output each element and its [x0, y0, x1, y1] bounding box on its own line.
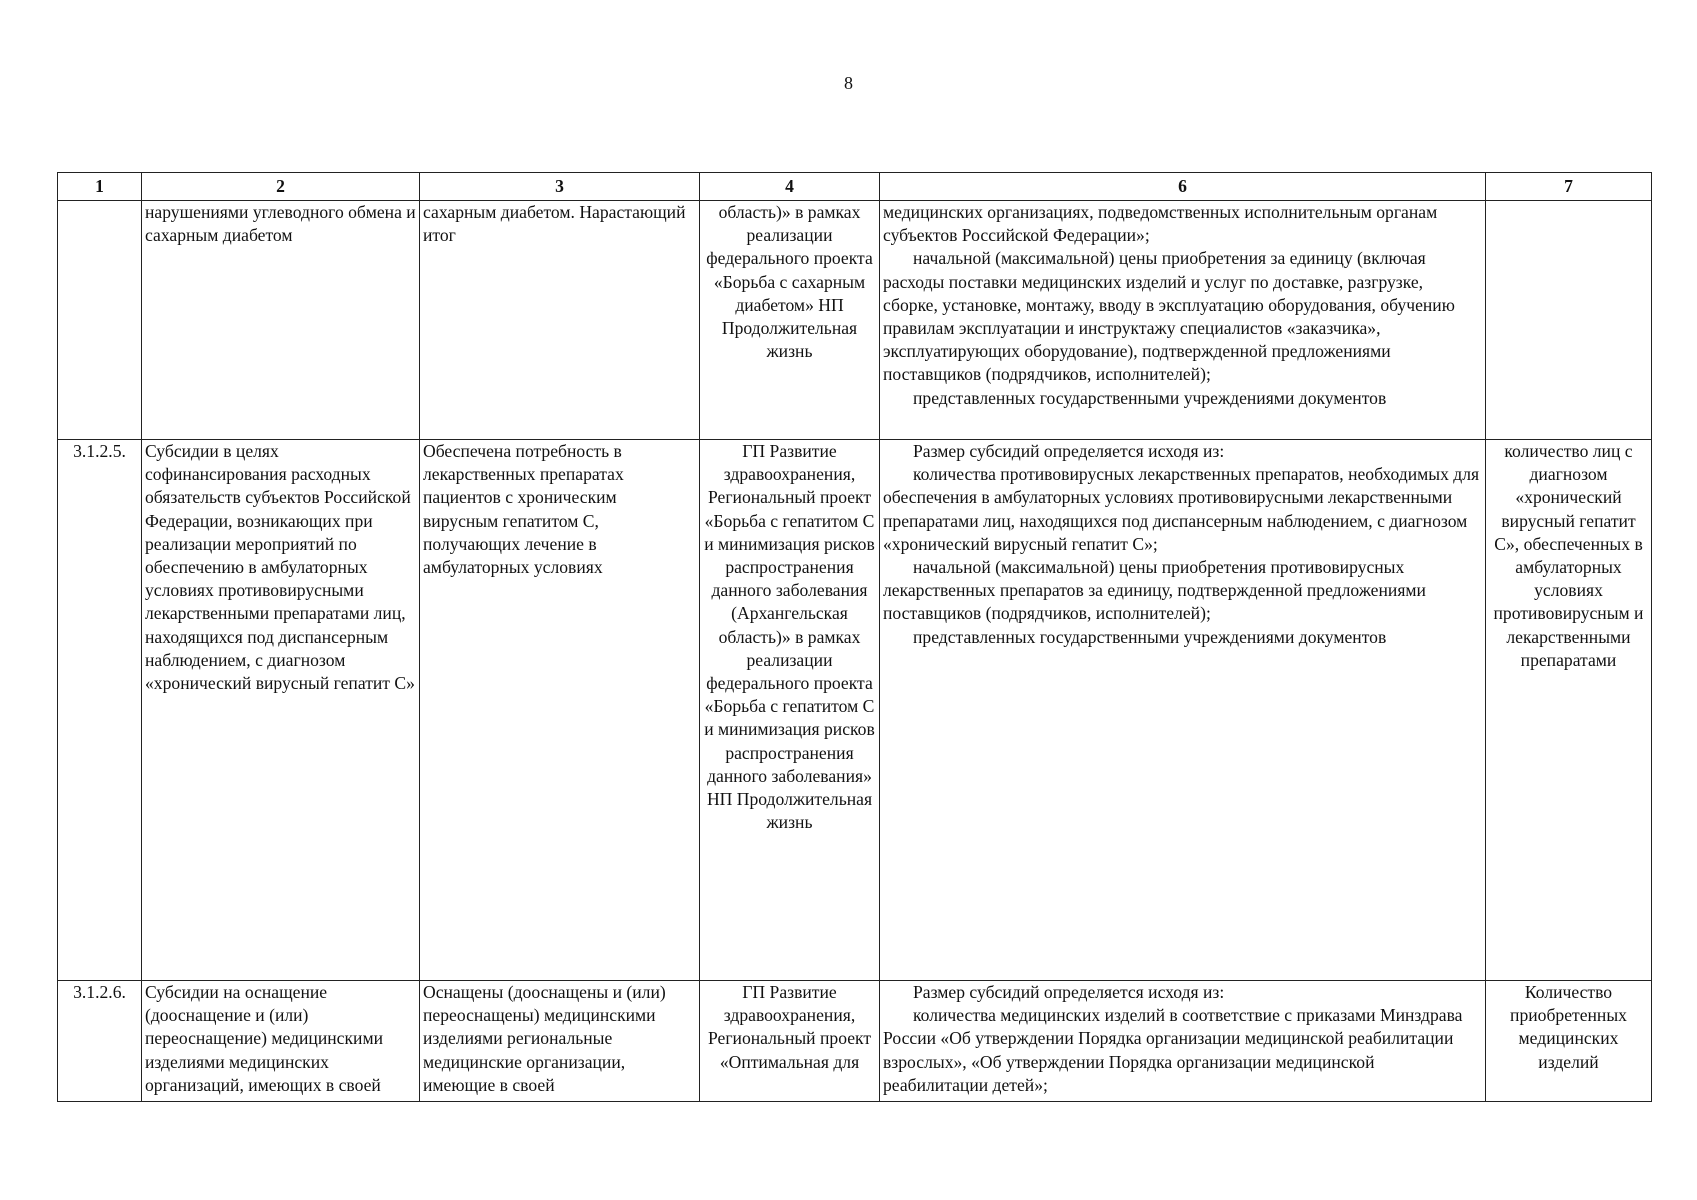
calculation-paragraph: представленных государственными учреждениями документов — [913, 387, 1387, 408]
column-header: 6 — [880, 173, 1486, 201]
indicator-cell: количество лиц с диагнозом «хронический вирусный гепатит С», обеспеченных в амбулаторных условиях противовирусным и лекарственными препаратами — [1486, 440, 1652, 981]
row-number-cell: 3.1.2.6. — [58, 981, 142, 1102]
program-cell: ГП Развитие здравоохранения, Региональный проект «Борьба с гепатитом С и минимизация рисков распространения данного заболевания (Архангельская область)» в рамках реализации федерального проекта «Борьба с гепатитом С и минимизация рисков распространения данного заболевания» НП Продолжительная жизнь — [700, 440, 880, 981]
result-cell: Обеспечена потребность в лекарственных препаратах пациентов с хроническим вирусным гепатитом С, получающих лечение в амбулаторных условиях — [420, 440, 700, 981]
measure-name-cell: нарушениями углеводного обмена и сахарным диабетом — [142, 201, 420, 440]
calculation-paragraph: медицинских организациях, подведомственных исполнительным органам субъектов Российской Федерации»; — [883, 202, 1438, 246]
page-number: 8 — [844, 73, 853, 93]
program-cell: ГП Развитие здравоохранения, Региональный проект «Оптимальная для — [700, 981, 880, 1102]
indicator-cell — [1486, 201, 1652, 440]
table-row — [58, 440, 1652, 981]
row-number-cell — [58, 201, 142, 440]
table-row — [58, 981, 1652, 1102]
result-cell: Оснащены (дооснащены и (или) переоснащены) медицинскими изделиями региональные медицинские организации, имеющие в своей — [420, 981, 700, 1102]
result-cell: сахарным диабетом. Нарастающий итог — [420, 201, 700, 440]
calculation-paragraph: начальной (максимальной) цены приобретения за единицу (включая расходы поставки медицинских изделий и услуг по доставке, разгрузке, сборке, установке, монтажу, вводу в эксплуатацию оборудования, обучению правилам эксплуатации и инструктажу специалистов «заказчика», эксплуатирующих оборудование), подтвержденной предложениями поставщиков (подрядчиков, исполнителей); — [883, 248, 1455, 385]
header-row — [58, 173, 1652, 201]
calculation-cell — [880, 201, 1486, 440]
measure-name-cell: Субсидии на оснащение (дооснащение и (или) переоснащение) медицинскими изделиями медицинских организаций, имеющих в своей — [142, 981, 420, 1102]
calculation-paragraph: количества противовирусных лекарственных препаратов, необходимых для обеспечения в амбулаторных условиях противовирусными лекарственными препаратами лиц, находящихся под диспансерным наблюдением, с диагнозом «хронический вирусный гепатит С»; — [883, 464, 1480, 554]
calculation-cell — [880, 440, 1486, 981]
column-header: 2 — [142, 173, 420, 201]
calculation-cell — [880, 981, 1486, 1102]
column-header: 4 — [700, 173, 880, 201]
calculation-paragraph: Размер субсидий определяется исходя из: — [913, 441, 1225, 461]
row-number-cell: 3.1.2.5. — [58, 440, 142, 981]
measure-name-cell: Субсидии в целях софинансирования расходных обязательств субъектов Российской Федерации, возникающих при реализации мероприятий по обеспечению в амбулаторных условиях противовирусными лекарственными препаратами лиц, находящихся под диспансерным наблюдением, с диагнозом «хронический вирусный гепатит С» — [142, 440, 420, 981]
column-header: 3 — [420, 173, 700, 201]
calculation-paragraph: начальной (максимальной) цены приобретения противовирусных лекарственных препаратов за единицу, подтвержденной предложениями поставщиков (подрядчиков, исполнителей); — [883, 557, 1426, 624]
column-header: 7 — [1486, 173, 1652, 201]
calculation-paragraph: количества медицинских изделий в соответствие с приказами Минздрава России «Об утверждении Порядка организации медицинской реабилитации взрослых», «Об утверждении Порядка организации медицинской реабилитации детей»; — [883, 1005, 1463, 1095]
column-header: 1 — [58, 173, 142, 201]
program-cell: область)» в рамках реализации федерального проекта «Борьба с сахарным диабетом» НП Продолжительная жизнь — [700, 201, 880, 440]
table-row — [58, 201, 1652, 440]
calculation-paragraph: Размер субсидий определяется исходя из: — [913, 982, 1225, 1002]
measures-table — [57, 172, 1652, 1102]
indicator-cell: Количество приобретенных медицинских изделий — [1486, 981, 1652, 1102]
calculation-paragraph: представленных государственными учреждениями документов — [913, 626, 1387, 647]
